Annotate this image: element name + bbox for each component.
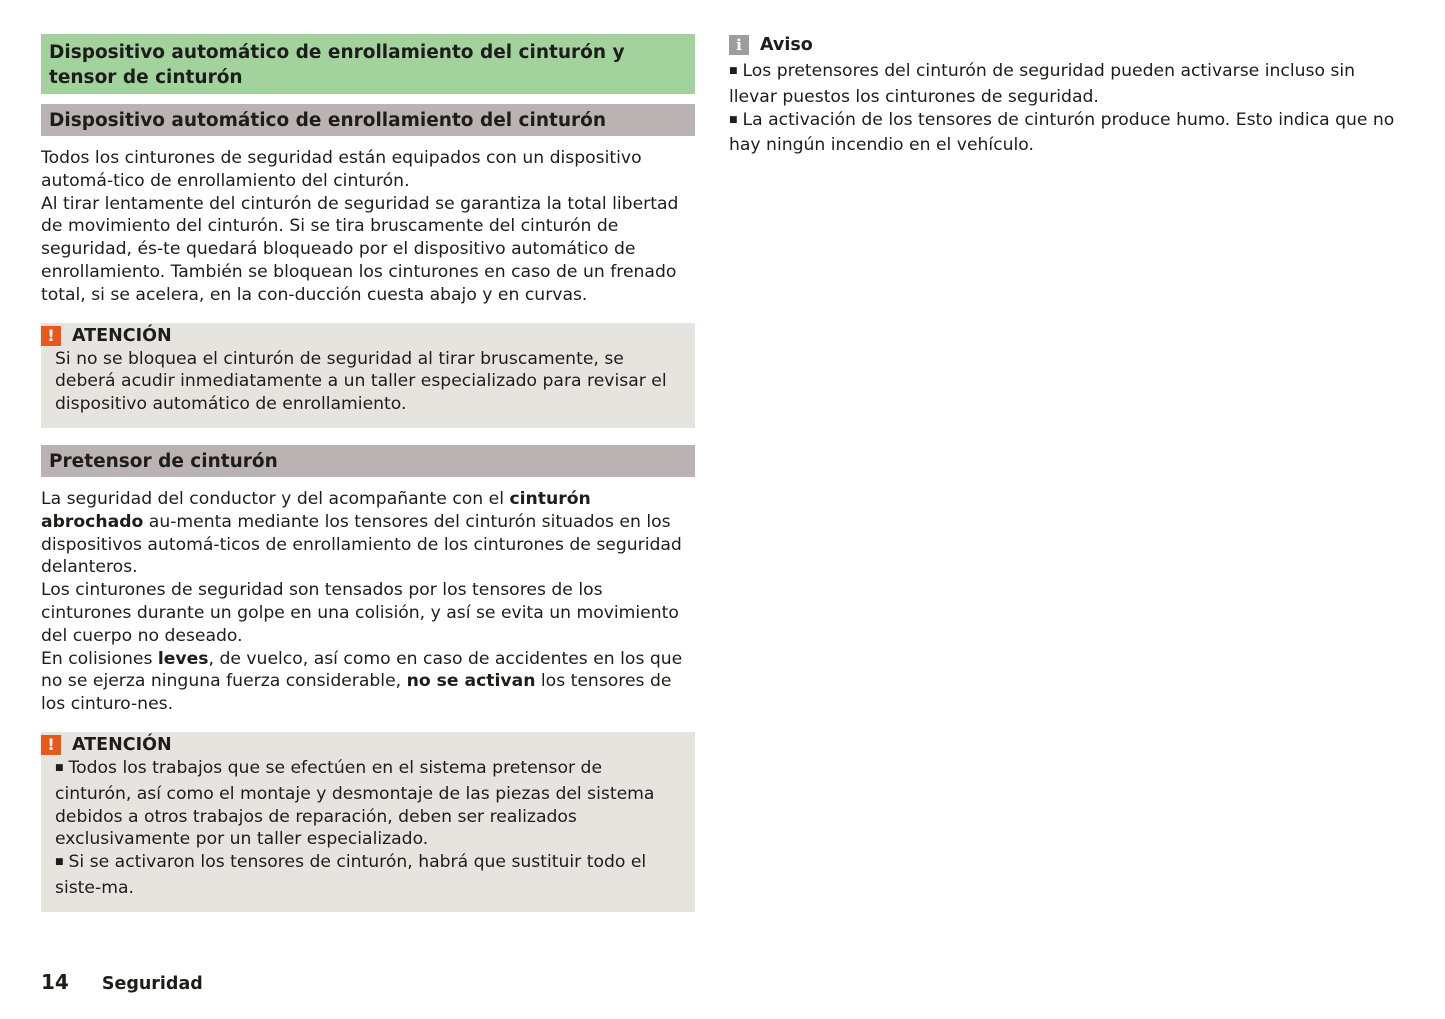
warning-title: ATENCIÓN bbox=[72, 734, 172, 755]
paragraph: La seguridad del conductor y del acompañante con el cinturón abrochado au-menta mediante los tensores del cinturón situados en los dispositivos automá-ticos de enrollamiento de los cinturones de seguridad delanteros. bbox=[41, 488, 682, 578]
warning-box bbox=[41, 323, 695, 428]
warning-header bbox=[41, 732, 681, 757]
list-item: ■ Los pretensores del cinturón de seguridad pueden activarse incluso sin llevar puestos los cinturones de seguridad. bbox=[729, 61, 1355, 107]
section-name: Seguridad bbox=[101, 974, 203, 994]
warning-icon: ! bbox=[41, 326, 61, 346]
page-number: 14 bbox=[41, 970, 69, 994]
note-header bbox=[729, 34, 1405, 56]
section-heading-retractor: Dispositivo automático de enrollamiento del cinturón bbox=[41, 104, 695, 136]
paragraph: Los cinturones de seguridad son tensados por los tensores de los cinturones durante un golpe en una colisión, y así se evita un movimiento del cuerpo no deseado. bbox=[41, 580, 679, 646]
note-list bbox=[729, 60, 1405, 157]
note-title: Aviso bbox=[760, 35, 813, 55]
paragraph: Todos los cinturones de seguridad están equipados con un dispositivo automá-tico de enrollamiento del cinturón. bbox=[41, 148, 642, 191]
page-footer bbox=[41, 970, 203, 994]
left-column bbox=[41, 34, 695, 912]
emphasis: cinturón abrochado bbox=[41, 488, 591, 532]
main-heading: Dispositivo automático de enrollamiento del cinturón y tensor de cinturón bbox=[41, 34, 695, 94]
section-heading-pretensioner: Pretensor de cinturón bbox=[41, 445, 695, 477]
warning-icon: ! bbox=[41, 735, 61, 755]
list-item: ■ La activación de los tensores de cinturón produce humo. Esto indica que no hay ningún incendio en el vehículo. bbox=[729, 110, 1394, 156]
warning-title: ATENCIÓN bbox=[72, 325, 172, 346]
warning-list bbox=[55, 757, 681, 900]
warning-header bbox=[41, 323, 681, 348]
right-column bbox=[729, 34, 1405, 157]
emphasis: no se activan bbox=[406, 671, 536, 692]
emphasis: leves bbox=[157, 648, 209, 669]
paragraph: Al tirar lentamente del cinturón de seguridad se garantiza la total libertad de movimiento del cinturón. Si se tira bruscamente del cinturón de seguridad, és-te quedará bloqueado por el dispositivo automático de enrollamiento. También se bloquean los cinturones en caso de un frenado total, si se acelera, en la con-ducción cuesta abajo y en curvas. bbox=[41, 193, 679, 305]
list-item: ■ Si se activaron los tensores de cinturón, habrá que sustituir todo el siste-ma. bbox=[55, 852, 646, 898]
warning-box bbox=[41, 732, 695, 912]
paragraph: En colisiones leves, de vuelco, así como en caso de accidentes en los que no se ejerza ninguna fuerza considerable, no se activan los tensores de los cinturo-nes. bbox=[41, 648, 683, 715]
list-item: ■ Todos los trabajos que se efectúen en el sistema pretensor de cinturón, así como el montaje y desmontaje de las piezas del sistema debidos a otros trabajos de reparación, deben ser realizados exclusivamente por un taller especializado. bbox=[55, 758, 654, 849]
warning-text: Si no se bloquea el cinturón de seguridad al tirar bruscamente, se deberá acudir inmediatamente a un taller especializado para revisar el dispositivo automático de enrollamiento. bbox=[55, 348, 667, 415]
info-icon: i bbox=[729, 35, 749, 55]
